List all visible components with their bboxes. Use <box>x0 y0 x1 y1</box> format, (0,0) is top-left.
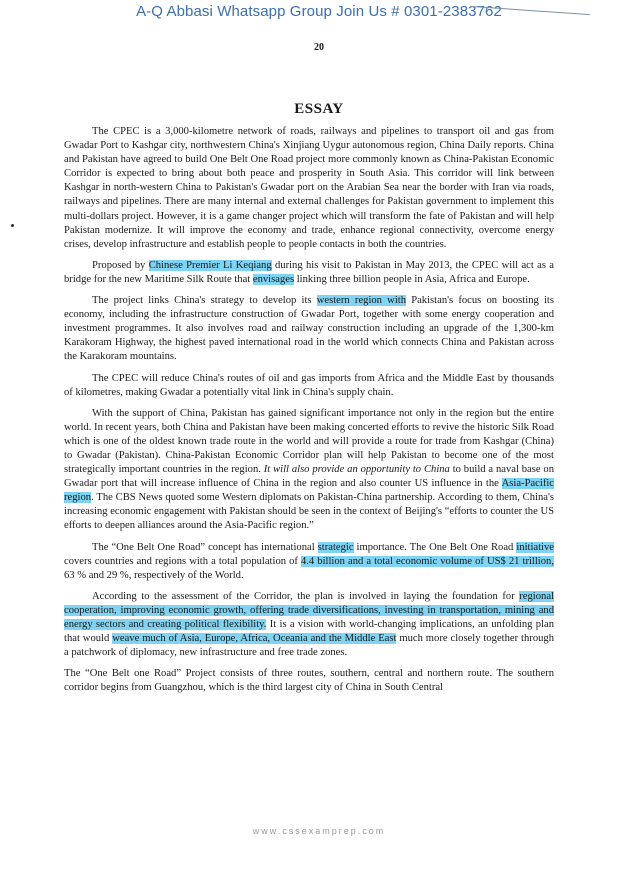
essay-paragraph <box>64 667 554 695</box>
essay-body <box>64 125 554 695</box>
paragraph-text: According to the assessment of the Corridor, the plan is involved in laying the foundation for <box>92 590 520 602</box>
paragraph-text: much more closely together through a patchwork of diplomacy, new infrastructure and free trade zones. <box>64 633 555 659</box>
highlighted-text: envisages <box>252 273 295 285</box>
highlighted-text: weave much of Asia, Europe, Africa, Oceania and the Middle East <box>112 633 397 645</box>
paragraph-text: Pakistan's focus on boosting its economy, including the infrastructure construction of Gwadar Port, together with some energy cooperation and investment programmes. It also involves road and railway construction including an upgrade of the 1,300-km Karakoram Highway, the highest paved international road in the world which connects China and Pakistan across the Karakoram mountains. <box>64 295 555 363</box>
paragraph-text: The project links China's strategy to develop its <box>92 295 317 307</box>
essay-paragraph <box>64 125 554 252</box>
paragraph-text: The CPEC will reduce China's routes of oil and gas imports from Africa and the Middle East by thousands of kilometres, making Gwadar a potentially vital link in China's supply chain. <box>64 372 554 398</box>
essay-paragraph <box>64 541 554 583</box>
footer-url: www.cssexamprep.com <box>252 826 386 836</box>
highlighted-text: regional cooperation, improving economic growth, offering trade diversifications, investing in transportation, mining and energy sectors and creating political flexibility. <box>64 590 554 630</box>
page-number: 20 <box>314 42 324 53</box>
highlighted-text: initiative <box>516 541 554 553</box>
paragraph-text: linking three billion people in Asia, Africa and Europe. <box>294 273 530 285</box>
paragraph-text: . The CBS News quoted some Western diplomats on Pakistan-China partnership. According to them, China's increasing economic engagement with Pakistan should be seen in the context of Beijing's “efforts to counter the US efforts to deepen alliances around the Asia-Pacific region.” <box>64 492 554 532</box>
essay-paragraph <box>64 372 554 400</box>
essay-title: ESSAY <box>294 101 344 117</box>
highlighted-text: western region with <box>316 295 407 307</box>
paragraph-text: importance. The One Belt One Road <box>353 541 517 553</box>
essay-paragraph <box>64 407 554 534</box>
paragraph-text: It will also provide an opportunity to China <box>263 464 450 476</box>
paragraph-text: The “One Belt one Road” Project consists of three routes, southern, central and northern route. The southern corridor begins from Guangzhou, which is the third largest city of China in South Central <box>64 668 554 694</box>
paragraph-text: during his visit to Pakistan in May 2013, the CPEC will act as a bridge for the new Maritime Silk Route that <box>64 259 554 285</box>
highlighted-text: strategic <box>317 541 354 553</box>
paragraph-text: 63 % and 29 %, respectively of the World. <box>64 569 244 581</box>
margin-dot <box>11 224 14 227</box>
highlighted-text: 4.4 billion and a total economic volume of US$ 21 trillion, <box>300 555 554 567</box>
paragraph-text: The “One Belt One Road” concept has international <box>92 541 318 553</box>
essay-paragraph <box>64 294 554 364</box>
essay-paragraph <box>64 590 554 660</box>
paragraph-text: With the support of China, Pakistan has gained significant importance not only in the region but the entire world. In recent years, both China and Pakistan have been making concerted efforts to revive the historic Silk Road which is one of the oldest known trade route in the world and will provide a route for trade from Kashgar (China) to Gwadar (Pakistan). China-Pakistan Economic Corridor plan will help Pakistan to become one of the most strategically important countries in the region. <box>64 407 554 476</box>
watermark-header: A-Q Abbasi Whatsapp Group Join Us # 0301-2383762 <box>136 3 502 20</box>
paragraph-text: covers countries and regions with a total population of <box>64 555 301 567</box>
highlighted-text: Chinese Premier Li Keqiang <box>148 259 272 271</box>
paragraph-text: to build a naval base on Gwadar port that will increase influence of China in the region and also counter US influence in the <box>64 464 555 490</box>
paragraph-text: Proposed by <box>92 259 149 271</box>
highlighted-text: Asia-Pacific region <box>64 478 554 504</box>
paragraph-text: It is a vision with world-changing implications, an unfolding plan that would <box>64 619 554 645</box>
essay-paragraph <box>64 259 554 287</box>
paragraph-text: The CPEC is a 3,000-kilometre network of roads, railways and pipelines to transport oil and gas from Gwadar Port to Kashgar city, northwestern China's Xinjiang Uygur autonomous region, China Daily reports. China and Pakistan have agreed to build One Belt One Road project more commonly known as China-Pakistan Economic Corridor is expected to bring about both peace and prosperity in South Asia. This corridor will link between Kashgar in north-western China to Pakistan's Gwadar port on the Arabian Sea near the border with Iran via roads, railways and pipelines. There are many internal and external challenges for Pakistan government to implement this multi-dollars project. However, it is a game changer project which will transform the fate of Pakistan and will help Pakistan modernize. It will improve the economy and trade, enhance regional connectivity, overcome energy crises, develop infrastructure and establish people to people contacts in both the countries. <box>64 126 554 250</box>
